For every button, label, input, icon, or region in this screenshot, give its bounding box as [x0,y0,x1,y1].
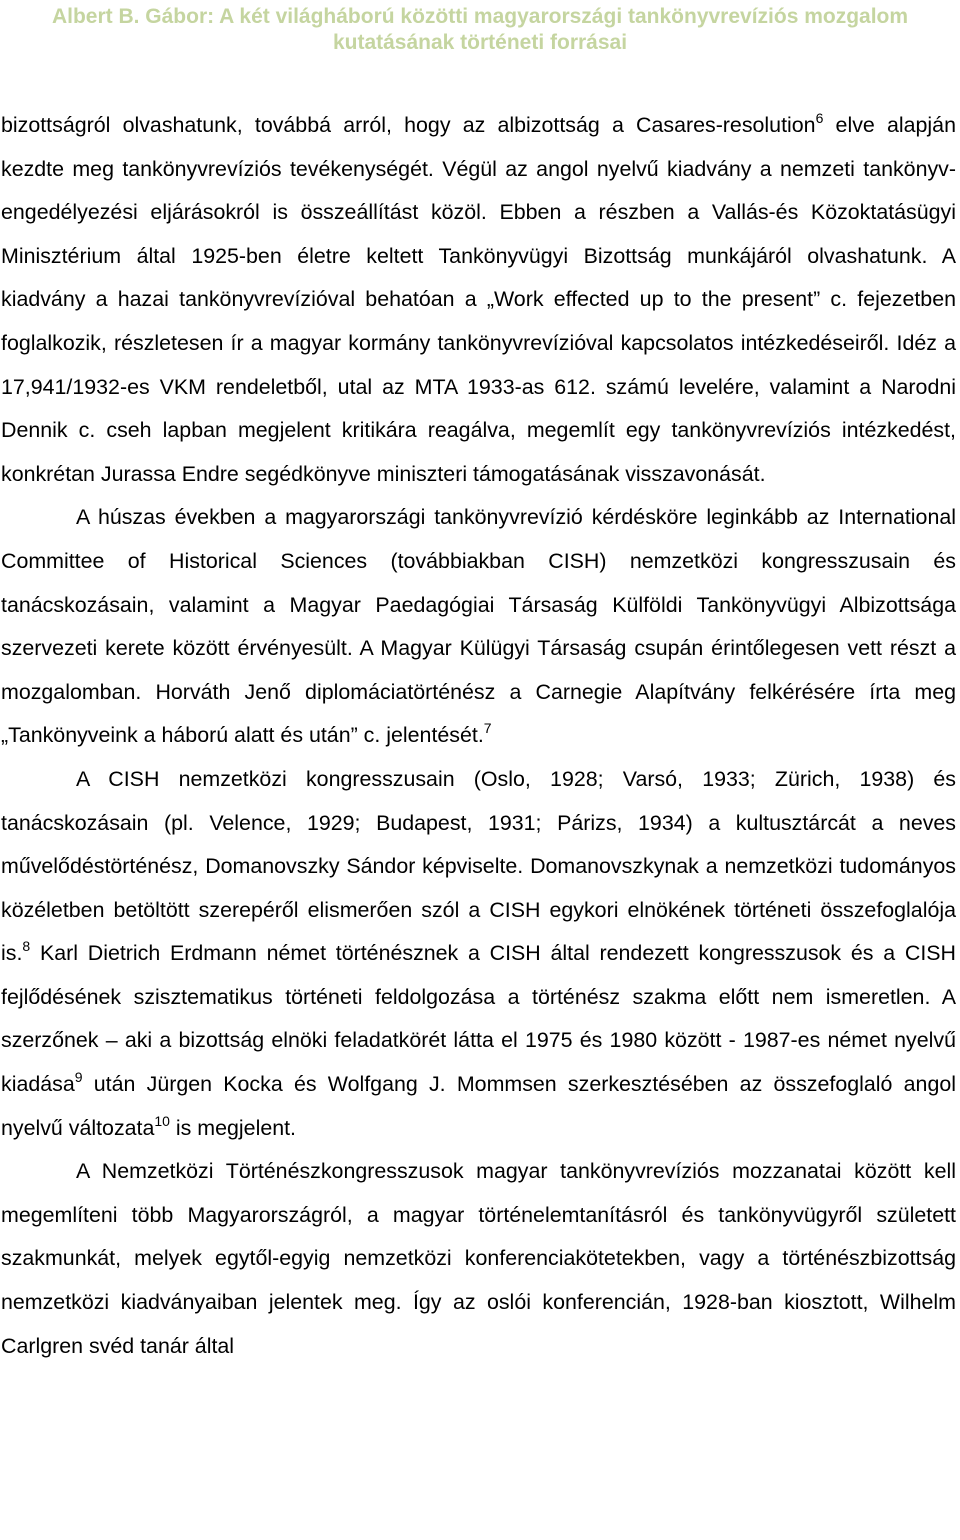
paragraph-text: bizottságról olvashatunk, továbbá arról, hogy az albizottság a Casares-resolution [1,113,816,137]
footnote-marker: 8 [22,938,31,955]
paragraph [1,758,956,1150]
paragraph [1,496,956,758]
paragraph-text: A húszas években a magyarországi tankönyvrevízió kérdésköre leginkább az International Committee of Historical Sciences (továbbiakban CISH) nemzetközi kongresszusain és tanácskozásain, valamint a Magyar Paedagógiai Társaság Külföldi Tankönyvügyi Albizottsága szervezeti kerete között érvényesült. A Magyar Külügyi Társaság csupán érintőlegesen vett részt a mozgalomban. Horváth Jenő diplomáciatörténész a Carnegie Alapítvány felkérésére írta meg „Tankönyveink a háború alatt és után” c. jelentését. [1,505,956,748]
footnote-marker: 9 [74,1069,83,1086]
running-header [0,4,960,56]
paragraph-text: A CISH nemzetközi kongresszusain (Oslo, 1928; Varsó, 1933; Zürich, 1938) és tanácskozásain (pl. Velence, 1929; Budapest, 1931; Párizs, 1934) a kultusztárcát a neves művelődéstörténész, Domanovszky Sándor képviselte. Domanovszkynak a nemzetközi tudományos közéletben betöltött szerepéről elismerően szól a CISH egykori elnökének történeti összefoglalója is. [1,766,956,966]
footnote-marker: 10 [154,1112,170,1129]
document-body [1,104,956,1368]
paragraph-text: A Nemzetközi Történészkongresszusok magyar tankönyvrevíziós mozzanatai között kell megemlíteni több Magyarországról, a magyar történelemtanításról és tankönyvügyről született szakmunkát, melyek egytől-egyig nemzetközi konferenciakötetekben, vagy a történészbizottság nemzetközi kiadványaiban jelentek meg. Így az oslói konferencián, 1928-ban kiosztott, Wilhelm Carlgren svéd tanár által [1,1159,956,1358]
paragraph [1,104,956,496]
header-title-line-1: Albert B. Gábor: A két világháború közötti magyarországi tankönyvrevíziós mozgalom [51,5,909,28]
paragraph-text: elve alapján kezdte meg tankönyvrevíziós tevékenységét. Végül az angol nyelvű kiadvány a nemzeti tankönyv-engedélyezési eljárásokról is összeállítást közöl. Ebben a részben a Vallás-és Közoktatásügyi Minisztérium által 1925-ben életre keltett Tankönyvügyi Bizottság munkájáról olvashatunk. A kiadvány a hazai tankönyvrevízióval behatóan a „Work effected up to the present” c. fejezetben foglalkozik, részletesen ír a magyar kormány tankönyvrevízióval kapcsolatos intézkedéseiről. Idéz a 17,941/1932-es VKM rendeletből, utal az MTA 1933-as 612. számú levelére, valamint a Narodni Dennik c. cseh lapban megjelent kritikára reagálva, megemlít egy tankönyvrevíziós intézkedést, konkrétan Jurassa Endre segédkönyve miniszteri támogatásának visszavonását. [1,113,956,486]
footnote-marker: 6 [815,110,824,126]
paragraph-text: is megjelent. [169,1115,296,1140]
paragraph-text: Karl Dietrich Erdmann német történésznek a CISH által rendezett kongresszusok és a CISH fejlődésének szisztematikus történeti feldolgozása a történész szakma előtt nem ismeretlen. A szerzőnek – aki a bizottság elnöki feladatkörét látta el 1975 és 1980 között - 1987-es német nyelvű kiadása [1,941,956,1097]
footnote-marker: 7 [483,720,492,737]
header-title-line-2: kutatásának történeti forrásai [332,31,628,54]
paragraph [1,1150,956,1368]
paragraph-text: után Jürgen Kocka és Wolfgang J. Mommsen szerkesztésében az összefoglaló angol nyelvű változata [1,1072,956,1140]
